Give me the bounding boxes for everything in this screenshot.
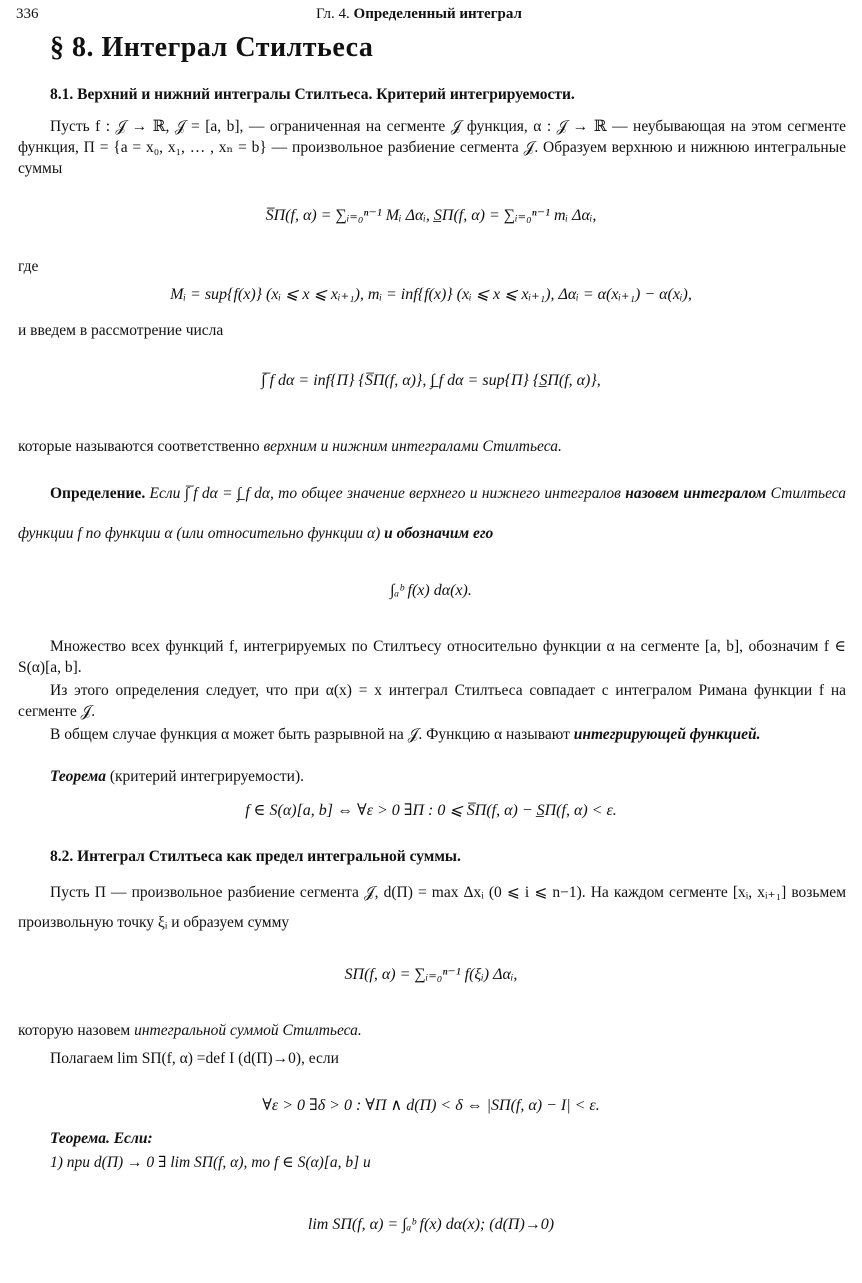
equation-epsilon-delta: ∀ε > 0 ∃δ > 0 : ∀Π ∧ d(Π) < δ ⇔ |SΠ(f, α) − I| < ε. [262, 1097, 600, 1114]
paragraph-setup: Пусть f : 𝒥 → ℝ, 𝒥 = [a, b], — ограниченная на сегменте 𝒥 функция, α : 𝒥 → ℝ — неубывающая на этом сегменте функция, Π = {a = x₀, x₁, … , xₙ = b} — произвольное разбиение сегмента 𝒥. Образуем верхнюю и нижнюю интегральные суммы [18, 118, 846, 177]
paragraph-integrating-function [18, 724, 846, 745]
section-title: § 8. Интеграл Стилтьеса [50, 32, 374, 63]
subsection-heading-8-2: 8.2. Интеграл Стилтьеса как предел интегральной суммы. [50, 848, 461, 865]
theorem-label: Теорема [50, 768, 106, 785]
named-integrals-text: которые называются соответственно [18, 438, 264, 455]
theorem-criterion-text: (критерий интегрируемости). [105, 768, 304, 785]
equation-limit-equals-integral: lim SΠ(f, α) = ∫ₐᵇ f(x) dα(x); (d(Π)→0) [307, 1216, 555, 1233]
definition-text-2: Стилтьеса функции f по функции α (или относительно функции α) [18, 485, 846, 542]
integral-sum-text: которую назовем [18, 1022, 135, 1039]
where-label: где [18, 258, 39, 275]
paragraph-partition: Пусть Π — произвольное разбиение сегмента 𝒥, d(Π) = max Δxᵢ (0 ⩽ i ⩽ n−1). На каждом сегменте [xᵢ, xᵢ₊₁] возьмем произвольную точку ξᵢ и образуем сумму [18, 884, 846, 931]
paragraph-integral-sum-name [18, 1020, 846, 1041]
term-integral-sum: интегральной суммой Стилтьеса. [134, 1022, 362, 1039]
page-number: 336 [16, 6, 39, 22]
equation-stieltjes-integral: ∫ₐᵇ f(x) dα(x). [390, 582, 472, 599]
theorem-2-heading: Теорема. Если: [50, 1130, 153, 1147]
equation-integral-sum: SΠ(f, α) = ∑ᵢ₌₀ⁿ⁻¹ f(ξᵢ) Δαᵢ, [344, 966, 518, 983]
definition-label: Определение. [50, 485, 146, 502]
running-head [316, 6, 522, 23]
equation-upper-lower-sums: S̅Π(f, α) = ∑ᵢ₌₀ⁿ⁻¹ Mᵢ Δαᵢ, S̲Π(f, α) = ∑ᵢ₌₀ⁿ⁻¹ mᵢ Δαᵢ, [265, 207, 597, 224]
paragraph-limit-definition: Полагаем lim SΠ(f, α) =def I (d(Π)→0), если [50, 1050, 339, 1067]
definition-block [18, 474, 846, 554]
term-upper-lower-integrals: верхним и нижним интегралами Стилтьеса. [263, 438, 562, 455]
equation-upper-lower-integrals: ∫̅ f dα = inf{Π} {S̅Π(f, α)}, ∫̲ f dα = sup{Π} {S̲Π(f, α)}, [261, 372, 601, 389]
paragraph-riemann-case: Из этого определения следует, что при α(x) = x интеграл Стилтьеса совпадает с интегралом Римана функции f на сегменте 𝒥. [18, 682, 846, 720]
equation-integrability-criterion: f ∈ S(α)[a, b] ⇔ ∀ε > 0 ∃Π : 0 ⩽ S̅Π(f, α) − S̲Π(f, α) < ε. [245, 802, 617, 819]
theorem-2-item-1-text: 1) при d(Π) → 0 ∃ lim SΠ(f, α), то f ∈ S(α)[a, b] и [50, 1154, 371, 1171]
theorem-criterion [18, 766, 846, 787]
definition-term-2: и обозначим его [384, 525, 494, 542]
theorem-2-item-1 [18, 1152, 846, 1173]
running-head-prefix: Гл. 4. [316, 6, 350, 22]
theorem-2-label [18, 1128, 846, 1149]
paragraph-named-integrals [18, 436, 846, 457]
term-integrating-function: интегрирующей функцией. [573, 726, 761, 743]
running-head-title: Определенный интеграл [353, 6, 522, 22]
equation-sup-inf-definitions: Mᵢ = sup{f(x)} (xᵢ ⩽ x ⩽ xᵢ₊₁), mᵢ = inf{f(x)} (xᵢ ⩽ x ⩽ xᵢ₊₁), Δαᵢ = α(xᵢ₊₁) − α(xᵢ), [170, 286, 692, 303]
integrating-function-text: В общем случае функция α может быть разрывной на 𝒥. Функцию α называют [50, 726, 574, 743]
paragraph-introduce-numbers: и введем в рассмотрение числа [18, 322, 224, 339]
definition-text: Если ∫̅ f dα = ∫̲ f dα, то общее значение верхнего и нижнего интегралов [145, 485, 626, 502]
subsection-heading-8-1: 8.1. Верхний и нижний интегралы Стилтьеса. Критерий интегрируемости. [50, 86, 575, 103]
paragraph-class-s-alpha: Множество всех функций f, интегрируемых по Стилтьесу относительно функции α на сегменте [a, b], обозначим f ∈ S(α)[a, b]. [18, 638, 846, 676]
definition-term: назовем интегралом [625, 485, 767, 502]
